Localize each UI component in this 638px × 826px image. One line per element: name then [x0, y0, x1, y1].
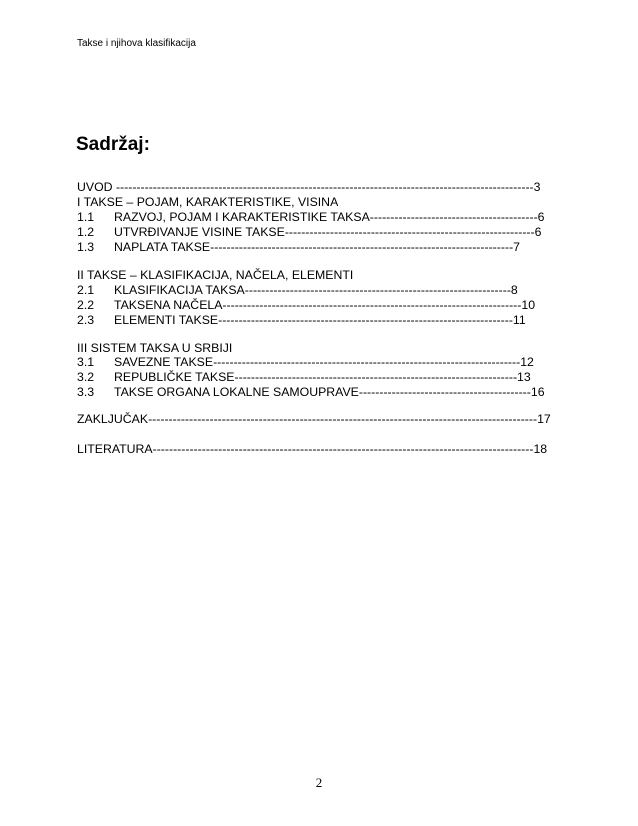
toc-entry-zakljucak[interactable]	[77, 412, 551, 427]
toc-section-2-heading	[77, 268, 353, 283]
toc-entry-number: 1.3	[77, 240, 95, 254]
toc-entry-literatura[interactable]	[77, 442, 547, 457]
toc-entry-2-2[interactable]	[77, 298, 535, 313]
toc-entry-3-3[interactable]	[77, 385, 545, 400]
toc-entry-label: REPUBLIČKE TAKSE---------------------------------------------------------------------13	[114, 370, 531, 384]
toc-section-1-heading	[77, 195, 338, 210]
page-number: 2	[315, 775, 323, 790]
toc-section-label: I TAKSE – POJAM, KARAKTERISTIKE, VISINA	[77, 195, 339, 209]
toc-entry-number: 3.3	[77, 385, 95, 399]
toc-entry-2-1[interactable]	[77, 283, 518, 298]
toc-entry-number: 3.2	[77, 370, 95, 384]
running-header: Takse i njihova klasifikacija	[77, 38, 196, 49]
toc-entry-3-2[interactable]	[77, 370, 531, 385]
toc-entry-label: ELEMENTI TAKSE------------------------------------------------------------------------11	[114, 313, 526, 327]
toc-entry-1-2[interactable]	[77, 225, 541, 240]
toc-section-label: III SISTEM TAKSA U SRBIJI	[77, 341, 233, 355]
toc-entry-label: RAZVOJ, POJAM I KARAKTERISTIKE TAKSA-----------------------------------------6	[114, 210, 545, 224]
toc-entry-2-3[interactable]	[77, 313, 526, 328]
toc-entry-number: 3.1	[77, 355, 95, 369]
toc-entry-label: UTVRĐIVANJE VISINE TAKSE-------------------------------------------------------------6	[114, 225, 542, 239]
toc-entry-label: TAKSENA NAČELA-------------------------------------------------------------------------10	[114, 298, 536, 312]
toc-entry-label: ZAKLJUČAK-----------------------------------------------------------------------------------------------17	[77, 412, 551, 426]
toc-entry-3-1[interactable]	[77, 355, 534, 370]
toc-entry-1-1[interactable]	[77, 210, 545, 225]
toc-entry-number: 2.1	[77, 283, 95, 297]
toc-entry-number: 1.2	[77, 225, 95, 239]
toc-entry-number: 2.2	[77, 298, 95, 312]
toc-entry-number: 2.3	[77, 313, 95, 327]
toc-entry-label: NAPLATA TAKSE--------------------------------------------------------------------------7	[114, 240, 521, 254]
toc-entry-label: KLASIFIKACIJA TAKSA-----------------------------------------------------------------8	[114, 283, 518, 297]
toc-section-3-heading	[77, 341, 232, 356]
toc-title: Sadržaj:	[76, 134, 150, 155]
toc-entry-1-3[interactable]	[77, 240, 520, 255]
toc-section-label: II TAKSE – KLASIFIKACIJA, NAČELA, ELEMENTI	[77, 268, 354, 282]
toc-entry-label: TAKSE ORGANA LOKALNE SAMOUPRAVE------------------------------------------16	[114, 385, 545, 399]
toc-entry-label: LITERATURA---------------------------------------------------------------------------------------------18	[77, 442, 548, 456]
toc-entry-number: 1.1	[77, 210, 95, 224]
toc-entry-label: SAVEZNE TAKSE---------------------------------------------------------------------------12	[114, 355, 534, 369]
toc-entry-label: UVOD ------------------------------------------------------------------------------------------------------3	[77, 180, 541, 194]
toc-entry-uvod[interactable]	[77, 180, 540, 195]
